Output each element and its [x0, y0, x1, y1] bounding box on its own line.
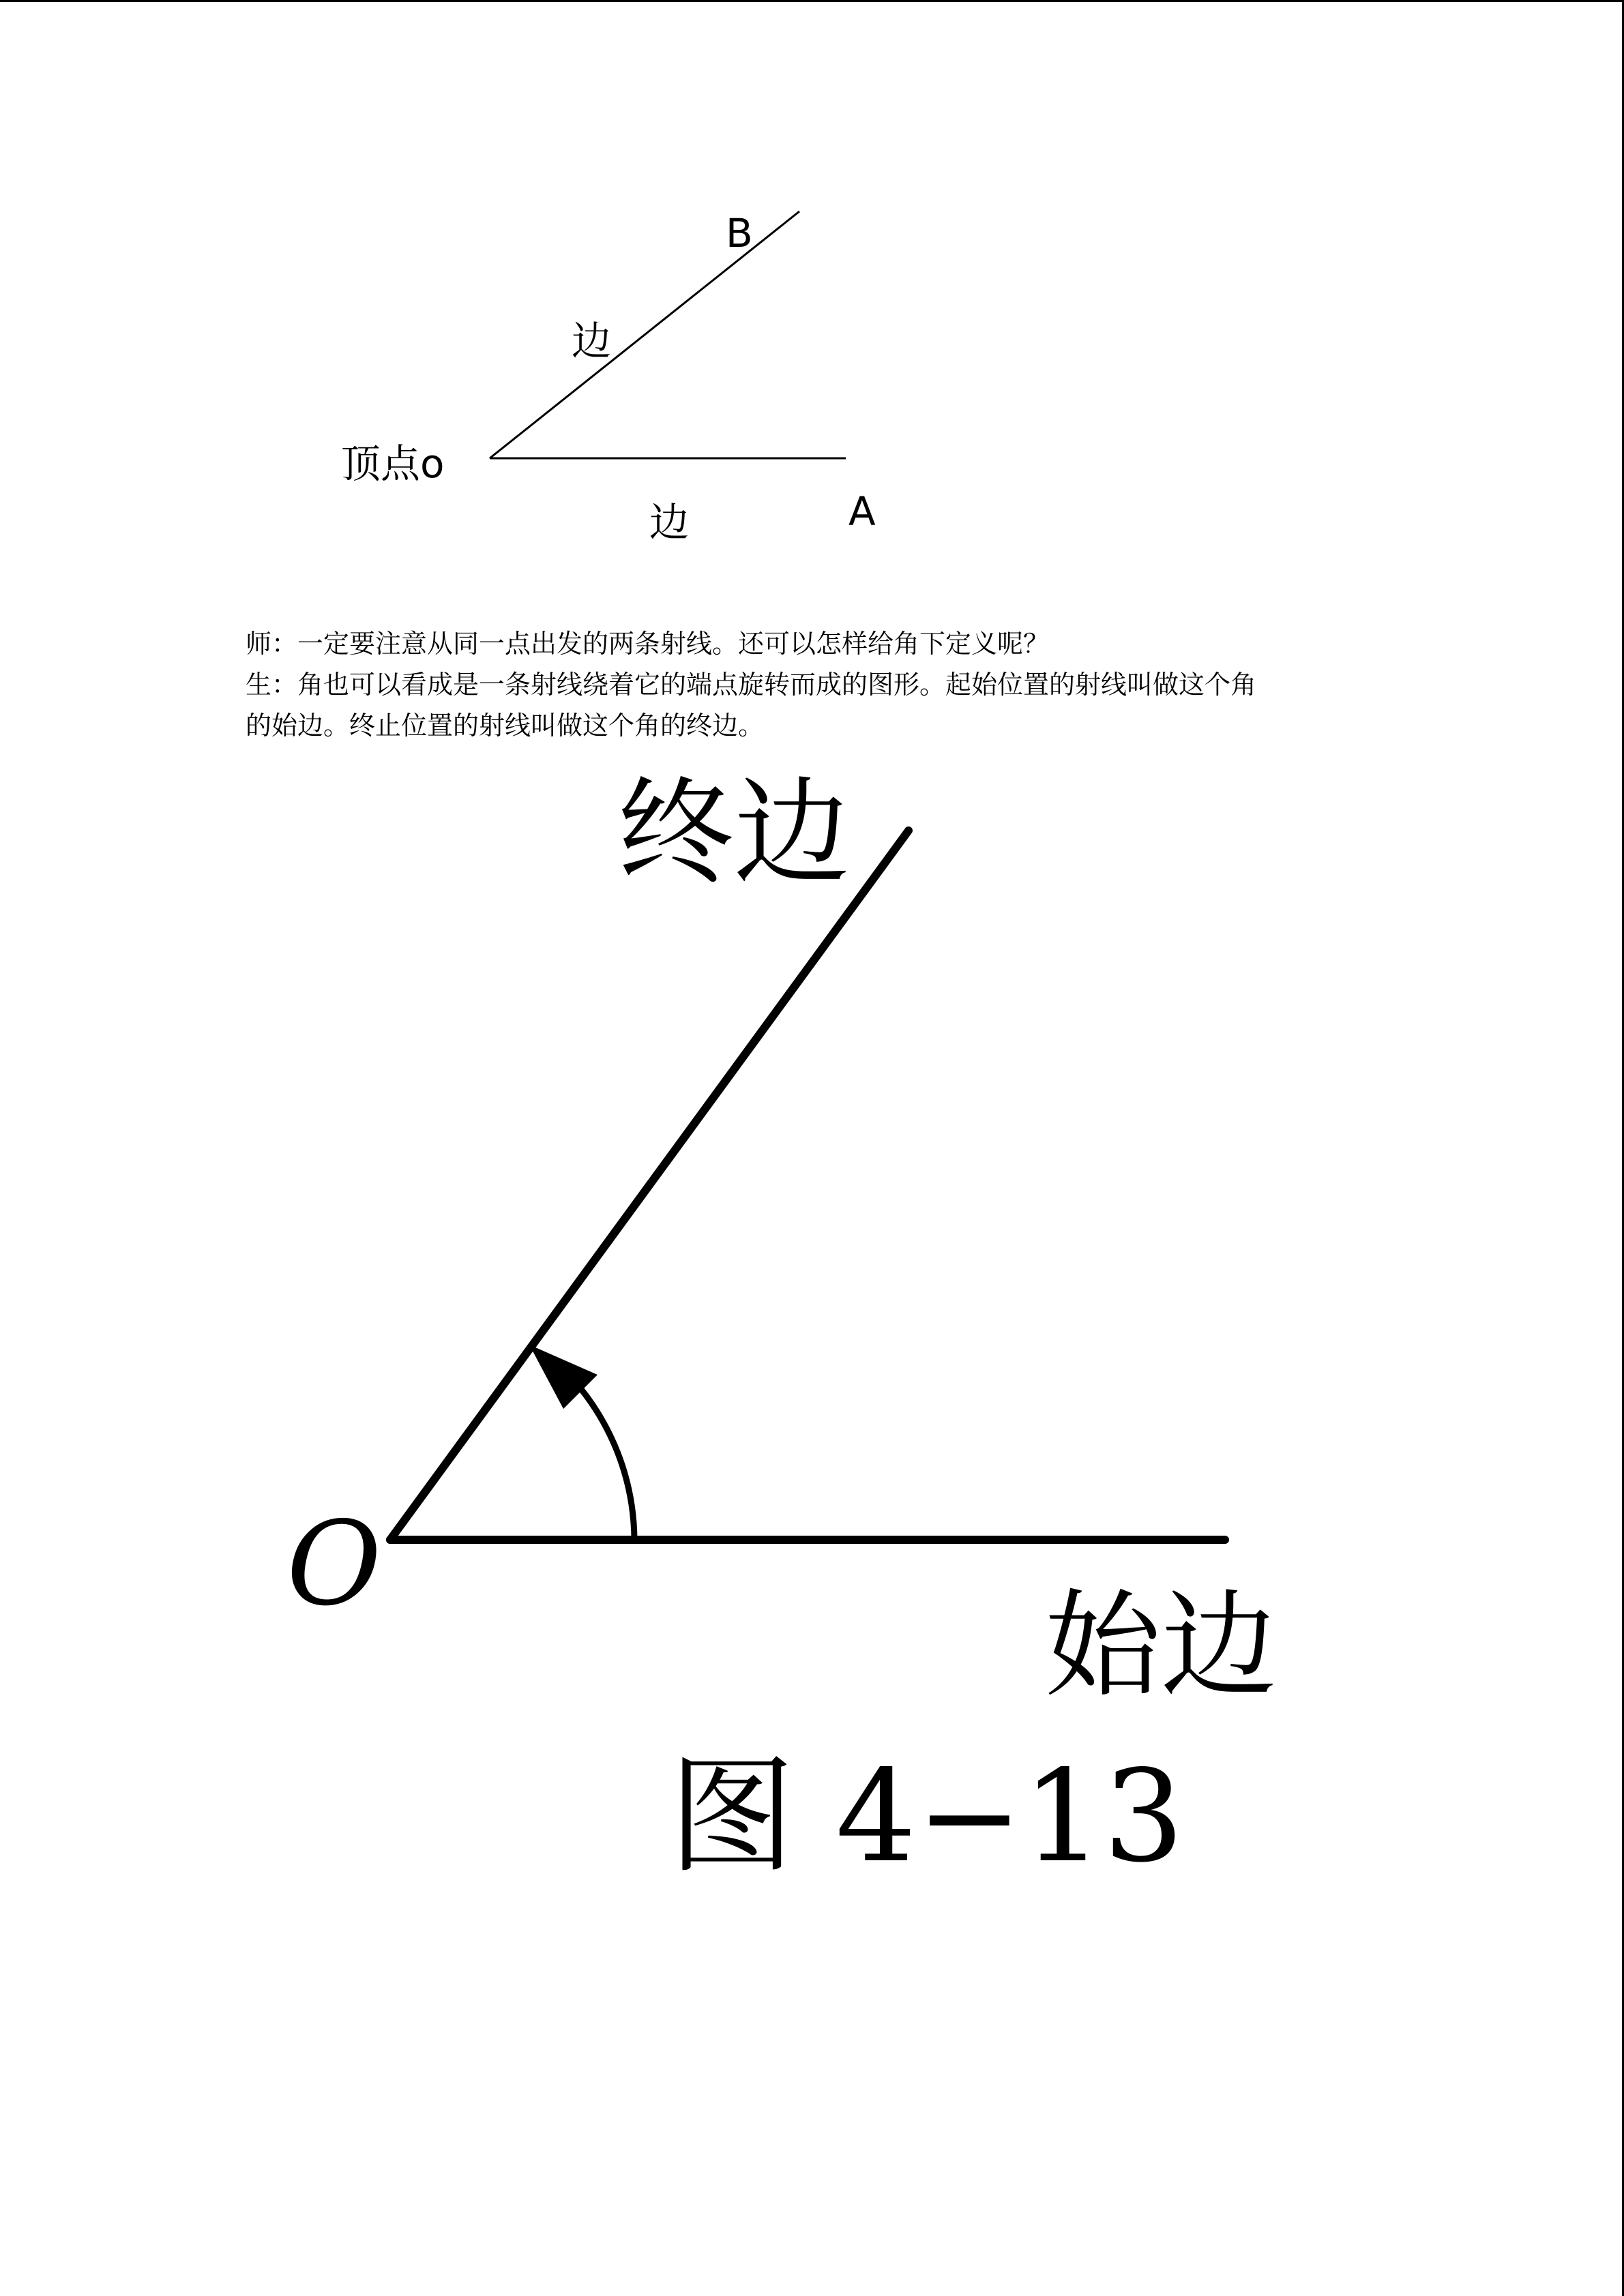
- terminal-side-label: 终边: [618, 766, 851, 901]
- student-line-continued: 的始边。终止位置的射线叫做这个角的终边。: [246, 711, 765, 741]
- initial-side-label: 始边: [1045, 1579, 1278, 1714]
- figure-caption: 图 4−13: [668, 1742, 1184, 1890]
- point-a-label: A: [848, 488, 876, 535]
- point-b-label: B: [726, 210, 753, 256]
- upper-side-label: 边: [572, 318, 612, 364]
- vertex-label: 顶点o: [341, 441, 445, 487]
- terminal-side-ray: [390, 831, 909, 1540]
- teacher-line: 师：一定要注意从同一点出发的两条射线。还可以怎样给角下定义呢？: [246, 629, 1050, 659]
- vertex-o-label: O: [286, 1497, 382, 1632]
- student-line: 生：角也可以看成是一条射线绕着它的端点旋转而成的图形。起始位置的射线叫做这个角: [246, 670, 1257, 700]
- lower-side-label: 边: [649, 499, 690, 546]
